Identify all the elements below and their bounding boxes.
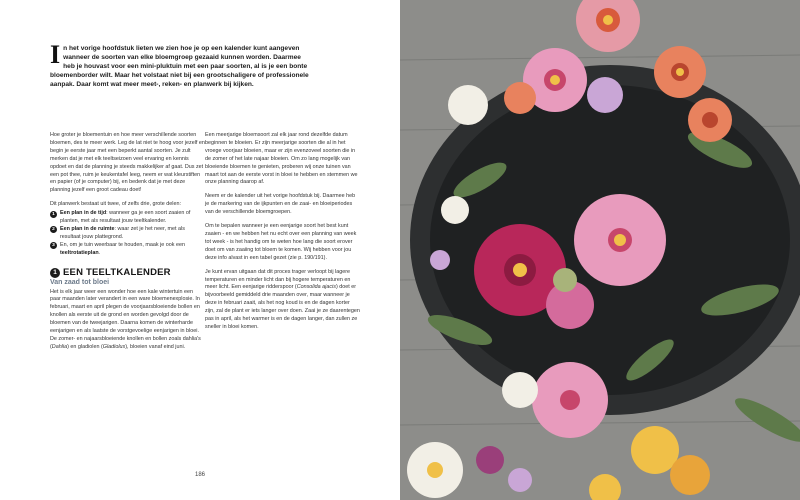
page-number: 186 [194, 472, 205, 478]
italic-species-name: Consolida ajacis [296, 284, 336, 291]
list-number-badge: 1 [50, 211, 57, 218]
paragraph-text: Het is elk jaar weer een wonder hoe een kale wintertuin een paar maanden later verandert in een ware bloemenexplosie. In februari, maart en april plegen de voorjaarsbloeiende bollen en knollen als eerste uit de grond en worden gevolgd door de bloemen van de tweejarigen. Daarna komen de winterharde eenjarigen en als laatste de vorstgevoelige eenjarigen in bloei. De zomer- en najaarsbloeiende knollen en bollen zoals dahlia's ( [50, 288, 201, 350]
left-column [50, 132, 205, 358]
drop-cap: I [50, 40, 61, 69]
intro-text: n het vorige hoofdstuk lieten we zien hoe je op een kalender kunt aangeven wanneer de soorten van elke bloemgroep gezaaid kunnen worden. Daarmee heb je houvast voor een mini-pluktuin met een paar soorten, al is je een bonte bloemenborder wilt. Maar het volstaat niet bij een grootschaligere of professionele aanpak. Daar komt wat meer meet-, reken- en planwerk bij kijken. [50, 45, 309, 89]
list-item-text: En, om je tuin weerbaar te houden, maak je ook een [60, 241, 185, 248]
italic-species-name: Gladiolus [102, 343, 126, 350]
right-column [205, 132, 360, 338]
paragraph-text: ) doet er bijvoorbeeld gemiddeld drie maanden over, maar wanneer je deze in februari zaait, als het nog koud is en de dagen korter zijn, zal de plant er iets langer over doen. Zaai je ze daarentegen pas in april, als het warmer is en de dagen langer, dan zullen ze sneller in bloei komen. [205, 284, 360, 330]
intro-paragraph [50, 40, 312, 89]
list-item-text: : waar zet je het neer, met als resultaat jouw plattegrond. [60, 225, 185, 240]
list-item-bold: Een plan in de tijd [60, 210, 107, 217]
list-item [50, 210, 205, 226]
paragraph-text: ), bloeien vanaf eind juni. [125, 343, 186, 350]
section-heading [50, 268, 205, 278]
section-subtitle: Van zaad tot bloei [50, 278, 110, 286]
paragraph-text: ) en gladiolen ( [67, 343, 103, 350]
list-item-text: : wanneer ga je een soort zaaien of planten, met als resultaat jouw teeltkalender. [60, 210, 191, 225]
right-paragraph-2: Neem er de kalender uit het vorige hoofdstuk bij. Daarmee heb je de markering van de ijkpunten en de zaai- en bloeiperiodes van de verschillende bloemgroepen. [205, 193, 356, 216]
right-paragraph-4 [205, 269, 360, 332]
list-item-bold: teeltrotatieplan [60, 249, 99, 256]
list-item [50, 226, 205, 242]
italic-species-name: Dahlia [51, 343, 68, 350]
right-paragraph-1: Een meerjarige bloemsoort zal elk jaar rond dezelfde datum beginnen te bloeien. Er zijn meerjarige soorten die al in het vroege voorjaar bloeien, maar er zijn evenzoveel soorten die in de zomer of het late najaar bloeien. Om zo lang mogelijk van bloeiende bloemen te genieten, proberen wij onze tuinen van maart tot aan de eerste vorst in bloei te hebben en stemmen we onze planning daarop af. [205, 132, 358, 186]
section-title: EEN TEELTKALENDER [63, 266, 171, 278]
list-number-badge: 2 [50, 226, 57, 233]
left-paragraph-2: Dit planwerk bestaat uit twee, of zelfs drie, grote delen: [50, 201, 181, 208]
list-number-badge: 3 [50, 242, 57, 249]
left-paragraph-3 [50, 289, 205, 352]
list-item [50, 242, 205, 258]
section-number-badge: 1 [50, 268, 60, 278]
list-item-bold: Een plan in de ruimte [60, 225, 115, 232]
flower-bucket-photo [400, 0, 800, 500]
paragraph-text: Je kunt ervan uitgaan dat dit proces trager verloopt bij lagere temperaturen en minder licht dan bij hogere temperaturen en meer licht. Een eenjarige ridderspoor ( [205, 268, 351, 291]
left-paragraph-1: Hoe groter je bloementuin en hoe meer verschillende soorten bloemen, des te meer werk. Leg de lat niet te hoog voor jezelf en begin je eerste jaar met een beperkt aantal soorten. Je zult merken dat je met elk teeltseizoen veel ervaring en kennis opdoet en dat de planning je steeds makkelijker af gaat. Dus zet een pot thee, ruim je keukentafel leeg, neem er wat kleurstiften en papier (of je computer) bij, en bedenk dat je met deze planning jezelf een groot cadeau doet! [50, 132, 205, 194]
right-paragraph-3: Om te bepalen wanneer je een eenjarige soort het best kunt zaaien - en we hebben het nu echt over een planning van week tot week - is het handig om te weten hoe lang die soort erover doet om van zaaiing tot bloem te komen. Wij hebben voor jou deze info alvast in een tabel gezet (zie p. 190/191). [205, 223, 357, 261]
flower-photo-illustration [400, 0, 800, 500]
list-item-text-end: . [98, 249, 101, 256]
